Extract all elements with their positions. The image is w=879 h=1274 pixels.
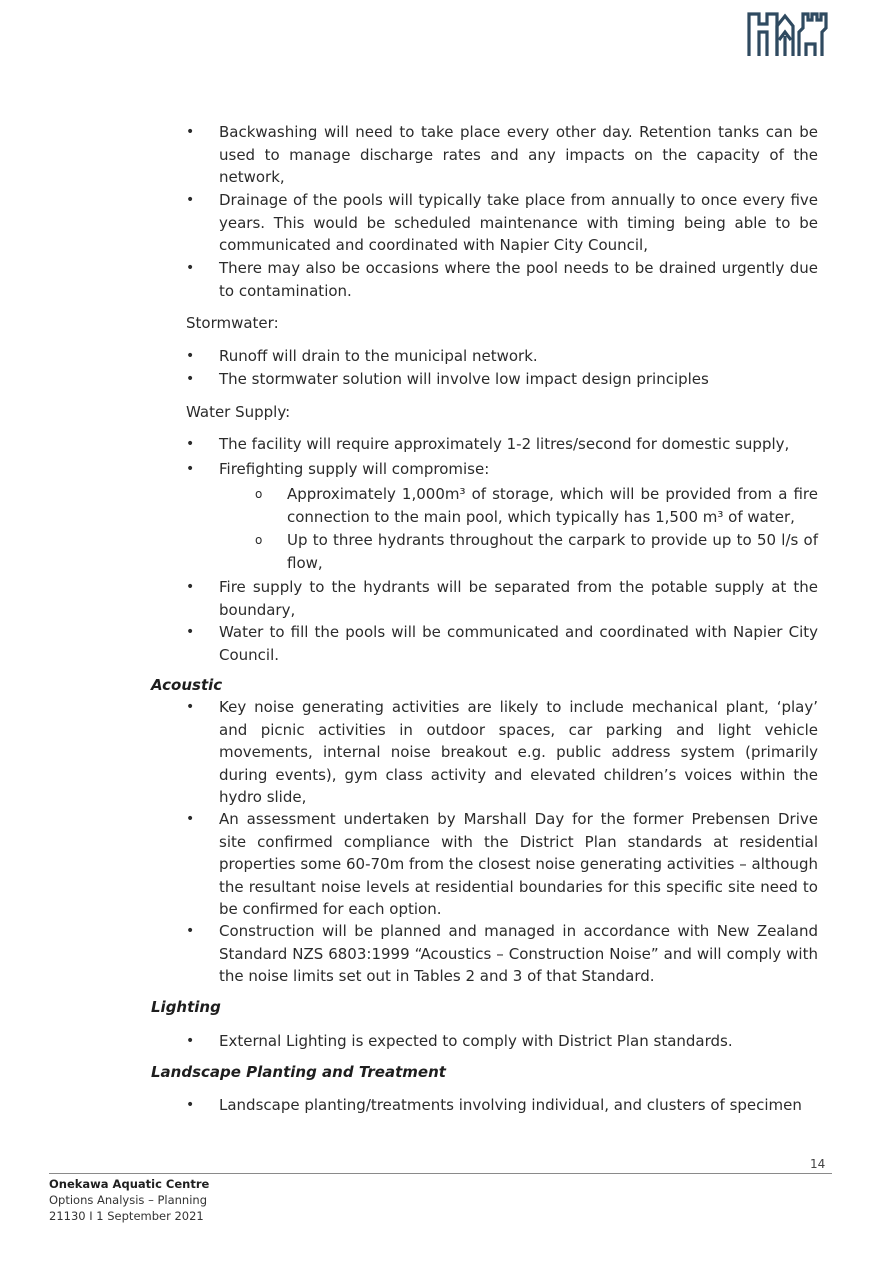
- page-number: 14: [810, 1157, 826, 1171]
- bullet-icon: •: [186, 1097, 195, 1113]
- drainage-bullet-text: Drainage of the pools will typically take place from annually to once every five years. This would be scheduled maintenance with timing being able to be communicated and coordinated with Napier City Council,: [219, 191, 818, 254]
- landscape-bullet-text: Landscape planting/treatments involving individual, and clusters of specimen: [219, 1096, 802, 1114]
- hydrants-sub-bullet-text: Up to three hydrants throughout the carpark to provide up to 50 l/s of flow,: [287, 531, 818, 572]
- storage-sub-bullet-text: Approximately 1,000m³ of storage, which will be provided from a fire connection to the main pool, which typically has 1,500 m³ of water,: [287, 485, 818, 526]
- fill-pools-bullet-text: Water to fill the pools will be communicated and coordinated with Napier City Council.: [219, 623, 818, 664]
- sub-bullet-icon: o: [255, 533, 263, 547]
- noise-activities-bullet-text: Key noise generating activities are likely to include mechanical plant, ‘play’ and picnic activities in outdoor spaces, car parking and light vehicle movements, internal noise breakout e.g. public address system (primarily during events), gym class activity and elevated children’s voices within the hydro slide,: [219, 698, 818, 806]
- footer-ref: 21130 I 1 September 2021: [49, 1209, 204, 1223]
- footer-title: Onekawa Aquatic Centre: [49, 1177, 210, 1191]
- assessment-bullet-text: An assessment undertaken by Marshall Day for the former Prebensen Drive site confirmed compliance with the District Plan standards at residential properties some 60-70m from the closest noise generating activities – although the resultant noise levels at residential boundaries for this specific site need to be confirmed for each option.: [219, 810, 818, 918]
- bullet-icon: •: [186, 192, 195, 208]
- sub-bullet-icon: o: [255, 487, 263, 501]
- bullet-icon: •: [186, 624, 195, 640]
- footer-subtitle: Options Analysis – Planning: [49, 1193, 208, 1207]
- stormwater-solution-bullet-text: The stormwater solution will involve low impact design principles: [219, 370, 709, 388]
- external-lighting-bullet-text: External Lighting is expected to comply with District Plan standards.: [219, 1032, 733, 1050]
- bullet-icon: •: [186, 260, 195, 276]
- bullet-icon: •: [186, 461, 195, 477]
- bullet-icon: •: [186, 436, 195, 452]
- bullet-icon: •: [186, 579, 195, 595]
- bullet-icon: •: [186, 348, 195, 364]
- construction-bullet-text: Construction will be planned and managed in accordance with New Zealand Standard NZS 6803:1999 “Acoustics – Construction Noise” and will comply with the noise limits set out in Tables 2 and 3 of that Standard.: [219, 922, 818, 985]
- bullet-icon: •: [186, 923, 195, 939]
- bullet-icon: •: [186, 371, 195, 387]
- firefighting-bullet-text: Firefighting supply will compromise:: [219, 460, 490, 478]
- bullet-icon: •: [186, 811, 195, 827]
- runoff-bullet-text: Runoff will drain to the municipal network.: [219, 347, 538, 365]
- domestic-supply-bullet-text: The facility will require approximately 1-2 litres/second for domestic supply,: [219, 435, 790, 453]
- bullet-icon: •: [186, 124, 195, 140]
- bullet-icon: •: [186, 699, 195, 715]
- castle-logo-icon: [746, 10, 828, 58]
- footer-divider: [49, 1173, 832, 1174]
- acoustic-heading: Acoustic: [151, 676, 223, 694]
- contamination-bullet-text: There may also be occasions where the pool needs to be drained urgently due to contamination.: [219, 259, 818, 300]
- backwashing-bullet-text: Backwashing will need to take place every other day. Retention tanks can be used to manage discharge rates and any impacts on the capacity of the network,: [219, 123, 818, 186]
- footer: [49, 1176, 209, 1224]
- bullet-icon: •: [186, 1033, 195, 1049]
- water-supply-label: Water Supply:: [186, 403, 291, 421]
- stormwater-label: Stormwater:: [186, 314, 279, 332]
- lighting-heading: Lighting: [151, 998, 221, 1016]
- fire-supply-bullet-text: Fire supply to the hydrants will be separated from the potable supply at the boundary,: [219, 578, 818, 619]
- landscape-heading: Landscape Planting and Treatment: [151, 1063, 446, 1081]
